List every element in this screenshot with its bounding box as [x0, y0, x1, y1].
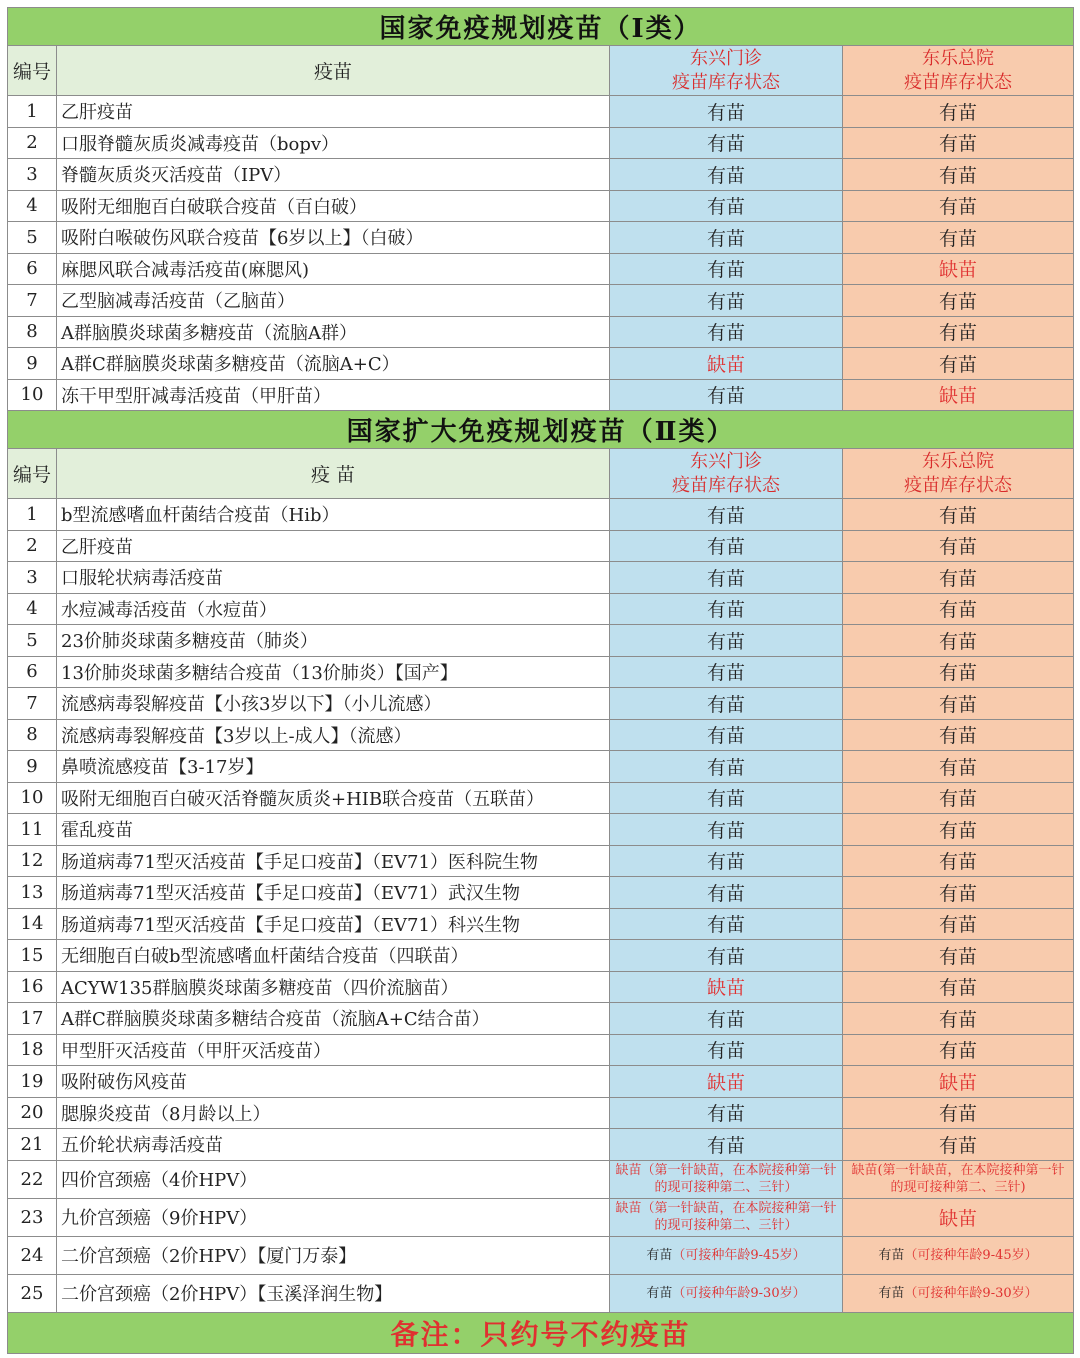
header-vaccine: 疫 苗	[57, 449, 610, 499]
dongle-stock-status: 有苗	[843, 845, 1074, 877]
table-row	[8, 1129, 1074, 1161]
vaccine-name: 四价宫颈癌（4价HPV）	[57, 1160, 610, 1198]
dongxing-stock-status: 有苗	[610, 222, 843, 254]
header-number: 编号	[8, 449, 57, 499]
dongle-stock-status: 有苗	[843, 127, 1074, 159]
column-header-row	[8, 46, 1074, 96]
vaccine-name: 口服脊髓灰质炎减毒疫苗（bopv）	[57, 127, 610, 159]
header-dongxing-stock: 疫苗库存状态	[672, 474, 780, 496]
vaccine-name: 13价肺炎球菌多糖结合疫苗（13价肺炎）【国产】	[57, 656, 610, 688]
dongxing-stock-status	[610, 1198, 843, 1236]
row-number: 4	[8, 593, 57, 625]
table-row	[8, 1003, 1074, 1035]
dongle-stock-status: 有苗	[843, 688, 1074, 720]
dongxing-stock-status: 有苗	[610, 530, 843, 562]
dongle-stock-status: 有苗	[843, 593, 1074, 625]
table-row	[8, 562, 1074, 594]
header-vaccine: 疫苗	[57, 46, 610, 96]
row-number: 1	[8, 96, 57, 128]
stock-status-note: （可接种年龄9-45岁）	[904, 1247, 1038, 1263]
dongle-stock-status: 有苗	[843, 1097, 1074, 1129]
header-dongle-status	[843, 449, 1074, 499]
footer-row	[8, 1312, 1074, 1353]
dongle-stock-status: 有苗	[843, 222, 1074, 254]
dongle-stock-status: 有苗	[843, 159, 1074, 191]
dongle-stock-status: 有苗	[843, 1034, 1074, 1066]
dongxing-stock-status: 有苗	[610, 625, 843, 657]
table-row	[8, 908, 1074, 940]
vaccine-name: 肠道病毒71型灭活疫苗【手足口疫苗】（EV71）医科院生物	[57, 845, 610, 877]
dongxing-stock-status: 缺苗	[610, 971, 843, 1003]
row-number: 22	[8, 1160, 57, 1198]
dongle-stock-status: 缺苗	[843, 379, 1074, 411]
vaccine-name: 吸附破伤风疫苗	[57, 1066, 610, 1098]
header-dongle-hospital: 东乐总院	[922, 47, 995, 69]
stock-status-value: 有苗	[878, 1285, 905, 1301]
table-row	[8, 127, 1074, 159]
row-number: 15	[8, 940, 57, 972]
dongxing-stock-status: 有苗	[610, 908, 843, 940]
header-dongle-stock: 疫苗库存状态	[904, 474, 1013, 496]
stock-status-note: （可接种年龄9-30岁）	[672, 1285, 806, 1301]
vaccine-name: 无细胞百白破b型流感嗜血杆菌结合疫苗（四联苗）	[57, 940, 610, 972]
header-number: 编号	[8, 46, 57, 96]
dongxing-stock-status: 有苗	[610, 127, 843, 159]
vaccine-name: b型流感嗜血杆菌结合疫苗（Hib）	[57, 499, 610, 531]
row-number: 10	[8, 782, 57, 814]
dongxing-stock-status: 有苗	[610, 379, 843, 411]
row-number: 11	[8, 814, 57, 846]
table-row	[8, 688, 1074, 720]
vaccine-name: 肠道病毒71型灭活疫苗【手足口疫苗】（EV71）科兴生物	[57, 908, 610, 940]
table-row	[8, 1097, 1074, 1129]
dongxing-stock-status: 缺苗	[610, 1066, 843, 1098]
row-number: 6	[8, 253, 57, 285]
dongxing-stock-status: 有苗	[610, 159, 843, 191]
table-row	[8, 593, 1074, 625]
row-number: 8	[8, 719, 57, 751]
dongxing-stock-status: 有苗	[610, 751, 843, 783]
stock-status-value: 缺苗	[615, 1201, 642, 1216]
header-dongxing-clinic: 东兴门诊	[690, 450, 762, 472]
column-header-row	[8, 449, 1074, 499]
table-row	[8, 1160, 1074, 1198]
row-number: 13	[8, 877, 57, 909]
dongle-stock-status: 有苗	[843, 499, 1074, 531]
row-number: 21	[8, 1129, 57, 1161]
stock-status-value: 缺苗	[851, 1163, 878, 1178]
dongle-stock-status: 有苗	[843, 562, 1074, 594]
vaccine-name: 麻腮风联合减毒活疫苗(麻腮风)	[57, 253, 610, 285]
vaccine-name: 二价宫颈癌（2价HPV）【厦门万泰】	[57, 1236, 610, 1274]
table-row	[8, 782, 1074, 814]
row-number: 5	[8, 625, 57, 657]
row-number: 17	[8, 1003, 57, 1035]
table-row	[8, 1066, 1074, 1098]
table-row	[8, 625, 1074, 657]
dongle-stock-status	[843, 1236, 1074, 1274]
row-number: 24	[8, 1236, 57, 1274]
table-row	[8, 530, 1074, 562]
vaccine-name: A群C群脑膜炎球菌多糖结合疫苗（流脑A+C结合苗）	[57, 1003, 610, 1035]
row-number: 2	[8, 530, 57, 562]
row-number: 5	[8, 222, 57, 254]
dongxing-stock-status: 有苗	[610, 253, 843, 285]
dongxing-stock-status: 有苗	[610, 1003, 843, 1035]
vaccine-name: 脊髓灰质炎灭活疫苗（IPV）	[57, 159, 610, 191]
dongxing-stock-status: 有苗	[610, 719, 843, 751]
vaccine-name: 乙肝疫苗	[57, 96, 610, 128]
row-number: 4	[8, 190, 57, 222]
dongle-stock-status: 有苗	[843, 908, 1074, 940]
dongxing-stock-status: 有苗	[610, 940, 843, 972]
dongxing-stock-status	[610, 1160, 843, 1198]
dongxing-stock-status: 有苗	[610, 1034, 843, 1066]
stock-status-note: （第一针缺苗，在本院接种第一针的现可接种第二、三针）	[641, 1201, 837, 1233]
dongle-stock-status: 有苗	[843, 814, 1074, 846]
dongxing-stock-status: 有苗	[610, 656, 843, 688]
dongle-stock-status: 有苗	[843, 1003, 1074, 1035]
dongle-stock-status: 有苗	[843, 751, 1074, 783]
table-row	[8, 751, 1074, 783]
row-number: 6	[8, 656, 57, 688]
dongxing-stock-status: 有苗	[610, 814, 843, 846]
dongle-stock-status	[843, 1274, 1074, 1312]
vaccine-name: 乙型脑减毒活疫苗（乙脑苗）	[57, 285, 610, 317]
row-number: 9	[8, 348, 57, 380]
vaccine-name: 吸附白喉破伤风联合疫苗【6岁以上】（白破）	[57, 222, 610, 254]
row-number: 19	[8, 1066, 57, 1098]
vaccine-table	[7, 7, 1074, 1354]
header-dongxing-status	[610, 46, 843, 96]
dongxing-stock-status: 有苗	[610, 96, 843, 128]
row-number: 7	[8, 285, 57, 317]
vaccine-name: 乙肝疫苗	[57, 530, 610, 562]
vaccine-name: A群脑膜炎球菌多糖疫苗（流脑A群）	[57, 316, 610, 348]
header-dongxing-stock: 疫苗库存状态	[672, 71, 780, 93]
row-number: 3	[8, 562, 57, 594]
row-number: 8	[8, 316, 57, 348]
dongxing-stock-status: 有苗	[610, 688, 843, 720]
vaccine-name: 五价轮状病毒活疫苗	[57, 1129, 610, 1161]
dongle-stock-status: 缺苗	[843, 1066, 1074, 1098]
dongle-stock-status: 有苗	[843, 316, 1074, 348]
vaccine-stock-sheet	[7, 7, 1073, 1354]
dongle-stock-status: 有苗	[843, 625, 1074, 657]
stock-status-value: 有苗	[646, 1285, 673, 1301]
dongle-stock-status: 有苗	[843, 96, 1074, 128]
row-number: 2	[8, 127, 57, 159]
table-row	[8, 1236, 1074, 1274]
vaccine-name: 23价肺炎球菌多糖疫苗（肺炎）	[57, 625, 610, 657]
stock-status-note: （第一针缺苗，在本院接种第一针的现可接种第二、三针）	[641, 1163, 837, 1195]
dongle-stock-status: 有苗	[843, 285, 1074, 317]
dongle-stock-status: 有苗	[843, 719, 1074, 751]
table-row	[8, 940, 1074, 972]
dongle-stock-status: 有苗	[843, 782, 1074, 814]
vaccine-name: 冻干甲型肝减毒活疫苗（甲肝苗）	[57, 379, 610, 411]
row-number: 16	[8, 971, 57, 1003]
table-row	[8, 379, 1074, 411]
vaccine-name: 九价宫颈癌（9价HPV）	[57, 1198, 610, 1236]
dongle-stock-status	[843, 1160, 1074, 1198]
table-row	[8, 348, 1074, 380]
dongle-stock-status: 缺苗	[843, 253, 1074, 285]
section-title-row	[8, 8, 1074, 46]
row-number: 23	[8, 1198, 57, 1236]
stock-status-note: （可接种年龄9-30岁）	[904, 1285, 1038, 1301]
table-row	[8, 845, 1074, 877]
dongxing-stock-status: 有苗	[610, 316, 843, 348]
table-row	[8, 253, 1074, 285]
stock-status-value: 有苗	[878, 1247, 905, 1263]
dongle-stock-status: 有苗	[843, 877, 1074, 909]
dongle-stock-status: 有苗	[843, 190, 1074, 222]
table-row	[8, 814, 1074, 846]
row-number: 10	[8, 379, 57, 411]
table-row	[8, 159, 1074, 191]
table-row	[8, 656, 1074, 688]
vaccine-name: 流感病毒裂解疫苗【3岁以上-成人】（流感）	[57, 719, 610, 751]
table-row	[8, 1198, 1074, 1236]
vaccine-name: ACYW135群脑膜炎球菌多糖疫苗（四价流脑苗）	[57, 971, 610, 1003]
dongxing-stock-status	[610, 1236, 843, 1274]
vaccine-name: 腮腺炎疫苗（8月龄以上）	[57, 1097, 610, 1129]
dongxing-stock-status	[610, 1274, 843, 1312]
vaccine-name: 霍乱疫苗	[57, 814, 610, 846]
stock-status-value: 缺苗	[615, 1163, 642, 1178]
vaccine-name: A群C群脑膜炎球菌多糖疫苗（流脑A+C）	[57, 348, 610, 380]
dongxing-stock-status: 有苗	[610, 782, 843, 814]
dongxing-stock-status: 有苗	[610, 1097, 843, 1129]
dongxing-stock-status: 有苗	[610, 190, 843, 222]
dongle-stock-status: 有苗	[843, 530, 1074, 562]
dongxing-stock-status: 有苗	[610, 499, 843, 531]
dongxing-stock-status: 有苗	[610, 285, 843, 317]
vaccine-name: 甲型肝灭活疫苗（甲肝灭活疫苗）	[57, 1034, 610, 1066]
table-row	[8, 316, 1074, 348]
table-row	[8, 719, 1074, 751]
table-row	[8, 1034, 1074, 1066]
vaccine-name: 二价宫颈癌（2价HPV）【玉溪泽润生物】	[57, 1274, 610, 1312]
dongxing-stock-status: 缺苗	[610, 348, 843, 380]
header-dongle-hospital: 东乐总院	[922, 450, 995, 472]
vaccine-name: 鼻喷流感疫苗【3-17岁】	[57, 751, 610, 783]
dongxing-stock-status: 有苗	[610, 877, 843, 909]
dongle-stock-status: 有苗	[843, 1129, 1074, 1161]
vaccine-name: 流感病毒裂解疫苗【小孩3岁以下】（小儿流感）	[57, 688, 610, 720]
table-row	[8, 285, 1074, 317]
dongle-stock-status: 有苗	[843, 348, 1074, 380]
header-dongle-stock: 疫苗库存状态	[904, 71, 1013, 93]
dongle-stock-status: 有苗	[843, 656, 1074, 688]
row-number: 20	[8, 1097, 57, 1129]
table-row	[8, 877, 1074, 909]
row-number: 14	[8, 908, 57, 940]
table-row	[8, 222, 1074, 254]
table-row	[8, 1274, 1074, 1312]
section-title: 国家扩大免疫规划疫苗（Ⅱ类）	[8, 411, 1074, 449]
row-number: 7	[8, 688, 57, 720]
dongxing-stock-status: 有苗	[610, 845, 843, 877]
stock-status-value: 有苗	[646, 1247, 673, 1263]
row-number: 9	[8, 751, 57, 783]
footer-note: 备注：只约号不约疫苗	[8, 1312, 1074, 1353]
section-title-row	[8, 411, 1074, 449]
dongle-stock-status: 有苗	[843, 940, 1074, 972]
dongxing-stock-status: 有苗	[610, 1129, 843, 1161]
dongle-stock-status: 缺苗	[843, 1198, 1074, 1236]
stock-status-note: （可接种年龄9-45岁）	[672, 1247, 806, 1263]
vaccine-name: 吸附无细胞百白破灭活脊髓灰质炎+HIB联合疫苗（五联苗）	[57, 782, 610, 814]
table-row	[8, 96, 1074, 128]
vaccine-name: 水痘减毒活疫苗（水痘苗）	[57, 593, 610, 625]
row-number: 25	[8, 1274, 57, 1312]
row-number: 12	[8, 845, 57, 877]
table-row	[8, 971, 1074, 1003]
row-number: 3	[8, 159, 57, 191]
header-dongle-status	[843, 46, 1074, 96]
vaccine-name: 口服轮状病毒活疫苗	[57, 562, 610, 594]
table-row	[8, 499, 1074, 531]
dongxing-stock-status: 有苗	[610, 593, 843, 625]
stock-status-note: (第一针缺苗，在本院接种第一针的现可接种第二、三针)	[877, 1163, 1065, 1195]
dongle-stock-status: 有苗	[843, 971, 1074, 1003]
table-row	[8, 190, 1074, 222]
header-dongxing-status	[610, 449, 843, 499]
row-number: 1	[8, 499, 57, 531]
vaccine-name: 吸附无细胞百白破联合疫苗（百白破）	[57, 190, 610, 222]
row-number: 18	[8, 1034, 57, 1066]
dongxing-stock-status: 有苗	[610, 562, 843, 594]
vaccine-name: 肠道病毒71型灭活疫苗【手足口疫苗】（EV71）武汉生物	[57, 877, 610, 909]
section-title: 国家免疫规划疫苗（Ⅰ类）	[8, 8, 1074, 46]
header-dongxing-clinic: 东兴门诊	[690, 47, 762, 69]
